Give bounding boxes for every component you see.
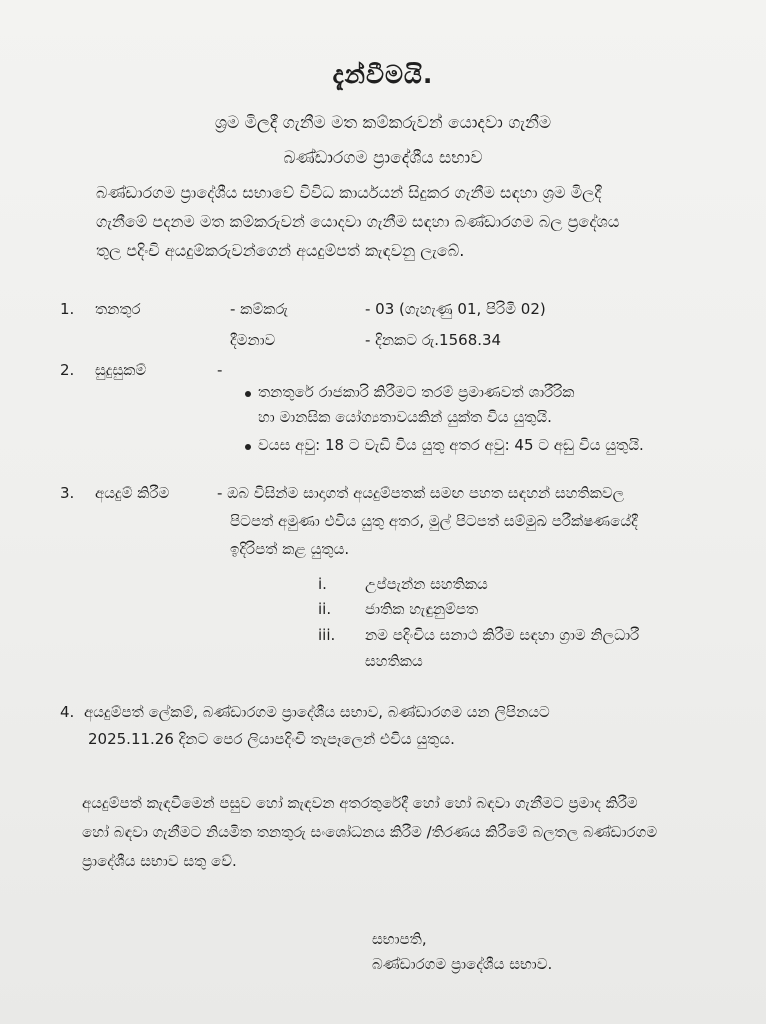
intro-line: ගැනීමේ පදනම මත කම්කරුවන් යොදවා ගැනීම සඳහා බණ්ඩාරගම බල ප්‍රදේශය [96, 212, 620, 231]
sublist-number: i. [318, 575, 327, 593]
application-line: පිටපත් අමුණා එවිය යුතු අතර, මුල් පිටපත් සම්මුඛ පරීක්ෂණයේදී [230, 512, 638, 530]
submission-line: අයදුම්පත් ලේකම්, බණ්ඩාරගම ප්‍රාදේශීය සභාව, බණ්ඩාරගම යන ලිපිනයට [84, 703, 550, 721]
post-count: - 03 (ගැහැණු 01, පිරිමි 02) [365, 300, 546, 318]
signatory-organization: බණ්ඩාරගම ප්‍රාදේශීය සභාව. [372, 955, 553, 973]
bullet-icon [245, 391, 251, 397]
item-number: 1. [60, 300, 75, 318]
notice-title: දැන්වීමයි. [332, 60, 434, 89]
council-name: බණ්ඩාරගම ප්‍රාදේශීය සභාව [283, 148, 483, 168]
qualification-line: තනතුරේ රාජකාරි කිරීමට තරම් ප්‍රමාණවත් ශාරීරික [258, 383, 575, 401]
bullet-icon [245, 444, 251, 450]
sublist-item-continuation: සහතිකය [365, 652, 423, 670]
sublist-item: ජාතික හැඳුනුම්පත [365, 600, 479, 618]
intro-line: බණ්ඩාරගම ප්‍රාදේශීය සභාවේ විවිධ කාර්යයන් සිදුකර ගැනීම සඳහා ශ්‍රම මිලදී [96, 183, 602, 202]
intro-line: තුල පදිංචි අයදුම්කරුවන්ගෙන් අයදුම්පත් කැඳවනු ලැබේ. [96, 241, 465, 260]
allowance-label: දීමනාව [230, 331, 276, 349]
age-requirement: වයස අවු: 18 ට වැඩි විය යුතු අතර අවු: 45 ට අඩු විය යුතුයි. [258, 436, 644, 454]
allowance-value: - දිනකට රු.1568.34 [365, 331, 502, 349]
post-name: - කම්කරු [230, 300, 288, 318]
sublist-number: iii. [318, 626, 336, 644]
item-number: 3. [60, 484, 75, 502]
closing-line: අයදුම්පත් කැඳවීමෙන් පසුව හෝ කැඳවන අතරතුරේදී හෝ හෝ බඳවා ගැනීමට ප්‍රමාද කිරීම [82, 794, 638, 812]
sublist-item: උප්පැන්න සහතිකය [365, 575, 488, 593]
signatory-title: සභාපති, [372, 930, 427, 948]
application-line: ඉදිරිපත් කළ යුතුය. [230, 540, 350, 558]
item-label: සුදුසුකම් [95, 361, 147, 379]
item-label: තනතුර [95, 300, 141, 318]
item-dash: - [217, 361, 223, 379]
item-number: 4. [60, 703, 75, 721]
sublist-item: නම පදිංචිය සනාථ කිරීම සඳහා ග්‍රාම නිලධාරී [365, 626, 640, 644]
application-line: - ඔබ විසින්ම සාදාගත් අයදුම්පතක් සමඟ පහත සඳහන් සහතිකවල [217, 484, 625, 502]
item-label: අයදුම් කිරීම [95, 484, 170, 502]
closing-line: ප්‍රාදේශීය සභාව සතු වේ. [82, 852, 237, 870]
notice-subtitle: ශ්‍රම මිලදී ගැනීම මත කම්කරුවන් යොදවා ගැනීම [214, 113, 552, 133]
closing-line: හෝ බඳවා ගැනීමට නියමිත තනතුරු සංශෝධනය කිරීම /තිරණය කිරීමේ බලතල බණ්ඩාරගම [82, 823, 658, 841]
sublist-number: ii. [318, 600, 332, 618]
qualification-line: හා මානසික යෝග්‍යතාවයකින් යුක්ත විය යුතුයි. [258, 408, 552, 426]
submission-deadline: 2025.11.26 දිනට පෙර ලියාපදිංචි තැපෑලෙන් එවිය යුතුය. [88, 730, 455, 748]
item-number: 2. [60, 361, 75, 379]
